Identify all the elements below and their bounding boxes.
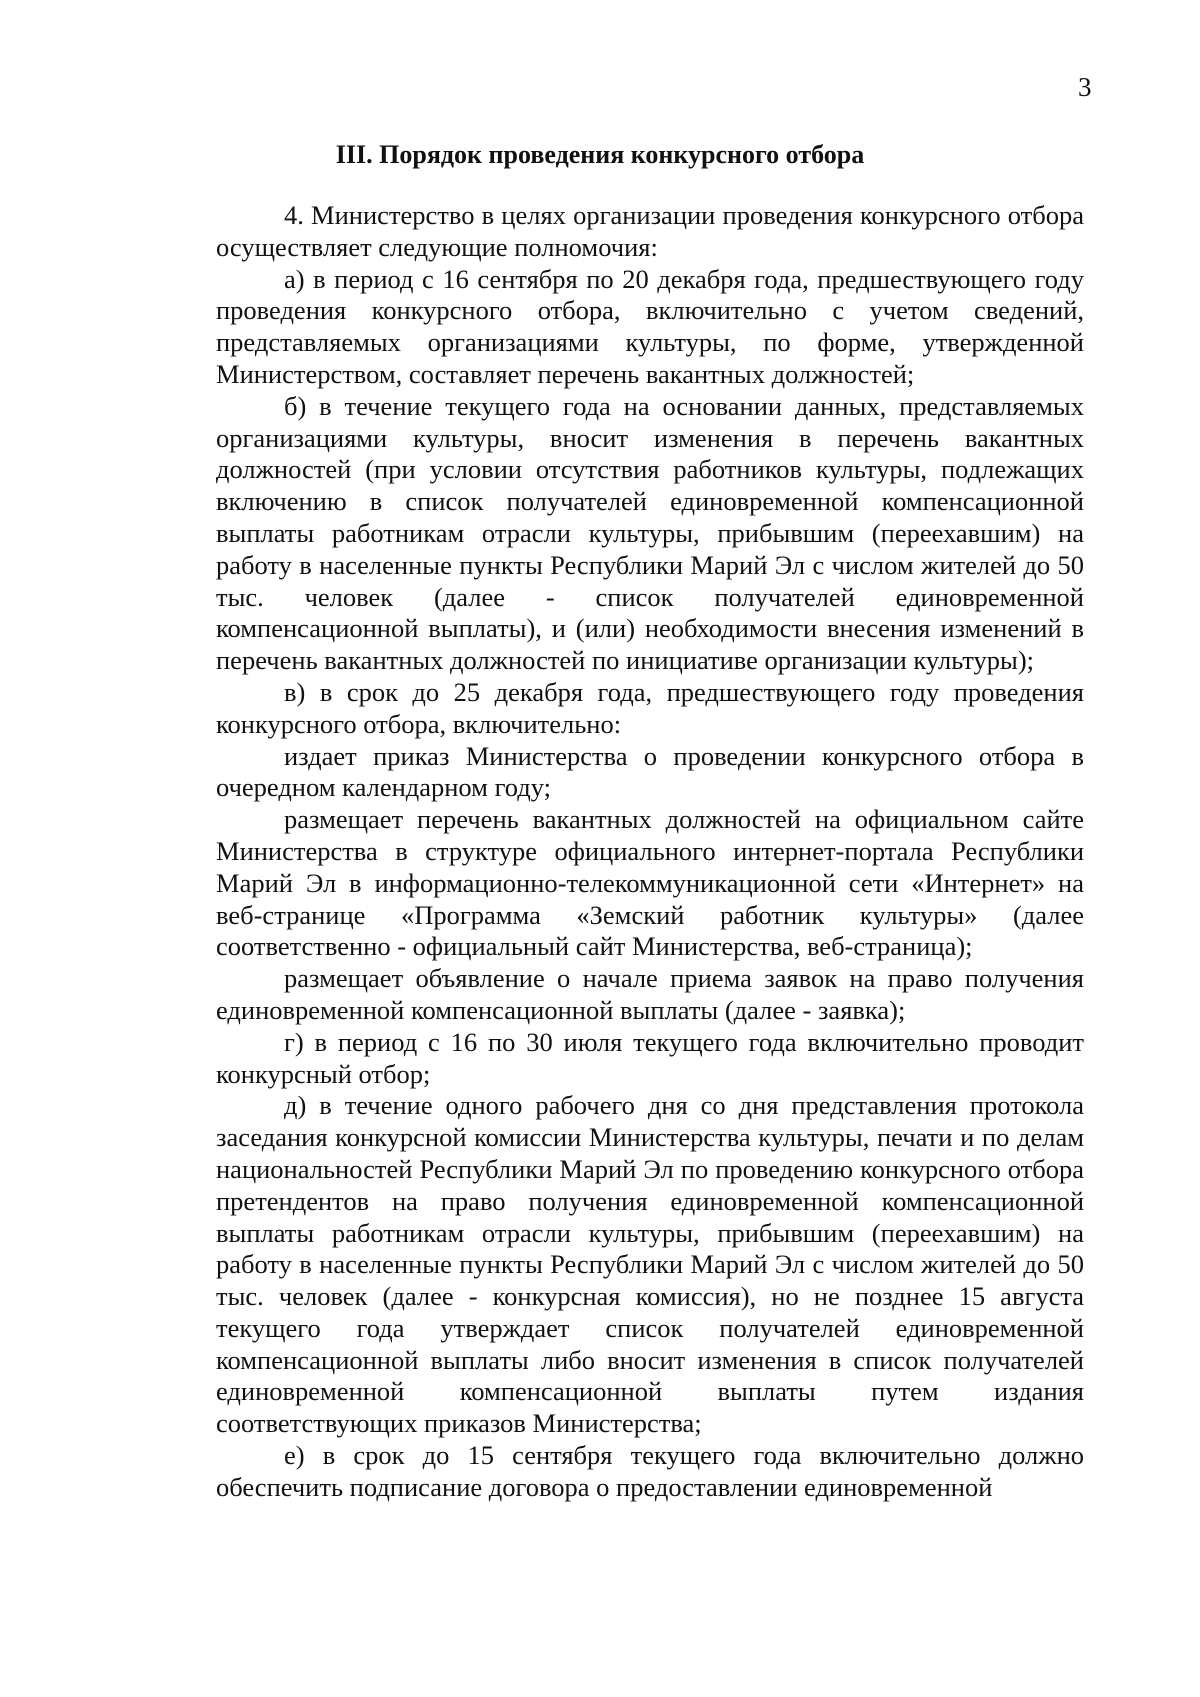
paragraph-v-announcement: размещает объявление о начале приема заявок на право получения единовременной компенсационной выплаты (далее - заявка); <box>216 963 1084 1025</box>
section-heading: III. Порядок проведения конкурсного отбора <box>335 140 865 169</box>
page-number: 3 <box>1078 72 1092 102</box>
paragraph-v-order: издает приказ Министерства о проведении конкурсного отбора в очередном календарном году; <box>216 740 1084 803</box>
paragraph-v: в) в срок до 25 декабря года, предшествующего году проведения конкурсного отбора, включительно: <box>216 676 1084 739</box>
document-body <box>216 200 1084 1504</box>
paragraph-v-publish-list: размещает перечень вакантных должностей на официальном сайте Министерства в структуре официального интернет-портала Республики Марий Эл в информационно-телекоммуникационной сети «Интернет» на веб-странице «Программа «Земский работник культуры» (далее соответственно - официальный сайт Министерства, веб-страница); <box>216 804 1084 962</box>
paragraph-g: г) в период с 16 по 30 июля текущего года включительно проводит конкурсный отбор; <box>216 1026 1084 1089</box>
paragraph-b: б) в течение текущего года на основании данных, представляемых организациями культуры, вносит изменения в перечень вакантных должностей (при условии отсутствия работников культуры, подлежащих включению в список получателей единовременной компенсационной выплаты работникам отрасли культуры, прибывшим (переехавшим) на работу в населенные пункты Республики Марий Эл с числом жителей до 50 тыс. человек (далее - список получателей единовременной компенсационной выплаты), и (или) необходимости внесения изменений в перечень вакантных должностей по инициативе организации культуры); <box>216 390 1084 676</box>
paragraph-e: е) в срок до 15 сентября текущего года включительно должно обеспечить подписание договора о предоставлении единовременной <box>216 1440 1084 1502</box>
paragraph-a: а) в период с 16 сентября по 20 декабря года, предшествующего году проведения конкурсного отбора, включительно с учетом сведений, представляемых организациями культуры, по форме, утвержденной Министерством, составляет перечень вакантных должностей; <box>216 263 1084 389</box>
paragraph-4: 4. Министерство в целях организации проведения конкурсного отбора осуществляет следующие полномочия: <box>216 200 1084 262</box>
paragraph-d: д) в течение одного рабочего дня со дня представления протокола заседания конкурсной комиссии Министерства культуры, печати и по делам национальностей Республики Марий Эл по проведению конкурсного отбора претендентов на право получения единовременной компенсационной выплаты работникам отрасли культуры, прибывшим (переехавшим) на работу в населенные пункты Республики Марий Эл с числом жителей до 50 тыс. человек (далее - конкурсная комиссия), но не позднее 15 августа текущего года утверждает список получателей единовременной компенсационной выплаты либо вносит изменения в список получателей единовременной компенсационной выплаты путем издания соответствующих приказов Министерства; <box>216 1090 1084 1439</box>
